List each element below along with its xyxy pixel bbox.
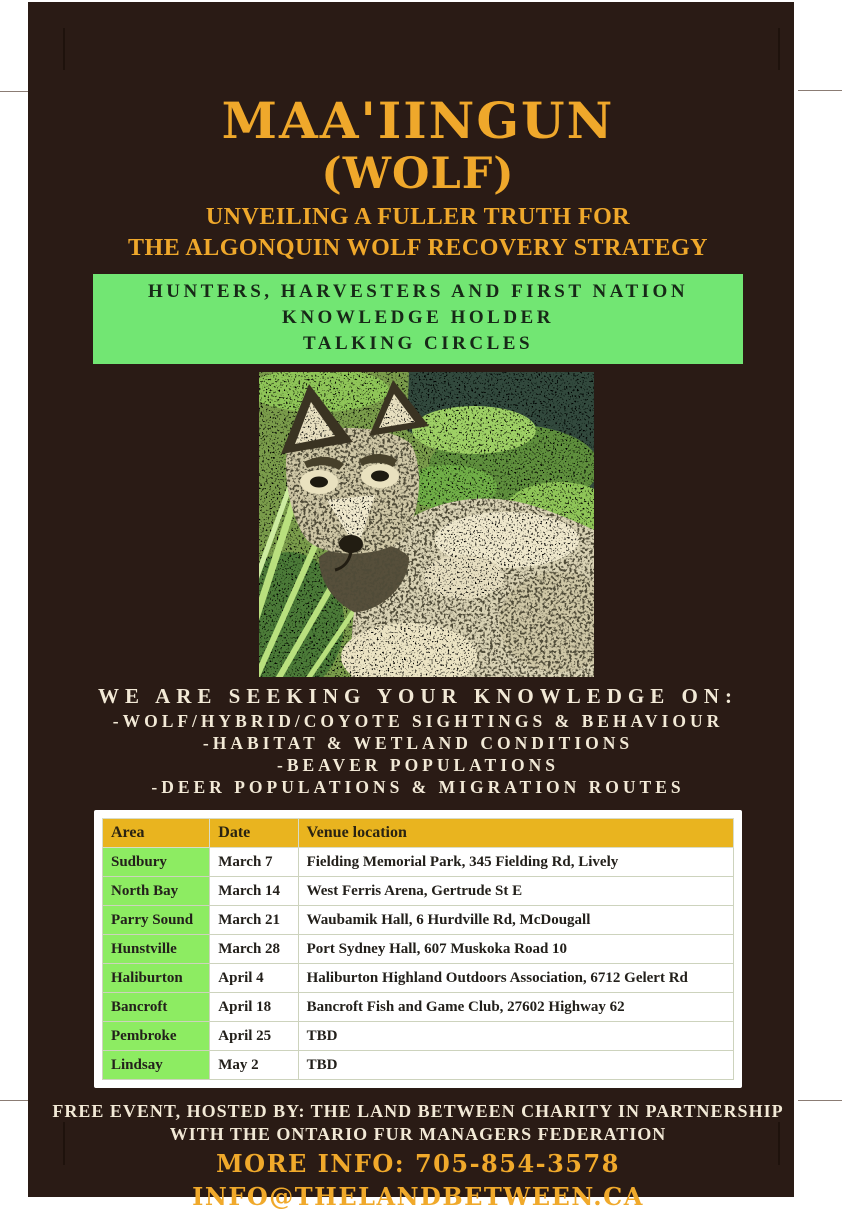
wolf-image-container [42,372,794,677]
area-cell: Pembroke [103,1022,210,1051]
venue-cell: Fielding Memorial Park, 345 Fielding Rd, Lively [298,848,733,877]
event-subtitle: (WOLF) [321,149,515,199]
date-cell: April 18 [210,993,298,1022]
schedule-panel [94,810,742,1088]
column-header-venue: Venue location [298,819,733,848]
venue-cell: Bancroft Fish and Game Club, 27602 Highway 62 [298,993,733,1022]
crop-mark-top-right [798,90,842,91]
schedule-table [102,818,734,1080]
crop-mark-vertical-bottom-left [63,1122,65,1165]
date-cell: April 25 [210,1022,298,1051]
venue-cell: Haliburton Highland Outdoors Association, 6712 Gelert Rd [298,964,733,993]
crop-mark-bottom-right [798,1100,842,1101]
table-row [103,935,734,964]
host-line-1: FREE EVENT, HOSTED BY: THE LAND BETWEEN CHARITY IN PARTNERSHIP [52,1101,784,1121]
event-title: MAA'IINGUN [221,91,615,150]
area-cell: Parry Sound [103,906,210,935]
banner-line-2: TALKING CIRCLES [302,333,534,354]
seeking-heading: WE ARE SEEKING YOUR KNOWLEDGE ON: [97,684,739,708]
host-line-2: WITH THE ONTARIO FUR MANAGERS FEDERATION [169,1124,667,1144]
venue-cell: TBD [298,1022,733,1051]
table-row [103,1051,734,1080]
crop-mark-vertical-bottom-right [778,1122,780,1165]
table-row [103,906,734,935]
tagline-line-2: THE ALGONQUIN WOLF RECOVERY STRATEGY [128,235,708,261]
date-cell: March 7 [210,848,298,877]
banner-line-1: HUNTERS, HARVESTERS AND FIRST NATION KNOWLEDGE HOLDER [147,281,689,328]
poster [28,2,794,1211]
column-header-date: Date [210,819,298,848]
venue-cell: Waubamik Hall, 6 Hurdville Rd, McDougall [298,906,733,935]
wolf-image [259,372,594,677]
talking-circles-banner [93,274,743,364]
seeking-section [42,683,794,798]
seeking-item: -HABITAT & WETLAND CONDITIONS [202,733,634,753]
venue-cell: TBD [298,1051,733,1080]
area-cell: Hunstville [103,935,210,964]
seeking-item: -WOLF/HYBRID/COYOTE SIGHTINGS & BEHAVIOUR [112,711,724,731]
footer [42,1100,794,1212]
column-header-area: Area [103,819,210,848]
crop-mark-vertical-top-left [63,28,65,70]
area-cell: Sudbury [103,848,210,877]
table-row [103,848,734,877]
table-row [103,1022,734,1051]
area-cell: North Bay [103,877,210,906]
venue-cell: Port Sydney Hall, 607 Muskoka Road 10 [298,935,733,964]
date-cell: April 4 [210,964,298,993]
venue-cell: West Ferris Arena, Gertrude St E [298,877,733,906]
date-cell: March 28 [210,935,298,964]
seeking-item: -DEER POPULATIONS & MIGRATION ROUTES [151,777,685,797]
table-row [103,877,734,906]
header-row [103,819,734,848]
area-cell: Bancroft [103,993,210,1022]
date-cell: May 2 [210,1051,298,1080]
more-info-phone: MORE INFO: 705-854-3578 [216,1149,620,1178]
crop-mark-vertical-top-right [778,28,780,70]
seeking-item: -BEAVER POPULATIONS [277,755,559,775]
area-cell: Lindsay [103,1051,210,1080]
date-cell: March 14 [210,877,298,906]
date-cell: March 21 [210,906,298,935]
poster-content [28,2,794,1212]
tagline [42,202,794,264]
table-row [103,964,734,993]
table-row [103,993,734,1022]
area-cell: Haliburton [103,964,210,993]
tagline-line-1: UNVEILING A FULLER TRUTH FOR [205,204,631,230]
contact-email: INFO@THELANDBETWEEN.CA [192,1182,644,1211]
